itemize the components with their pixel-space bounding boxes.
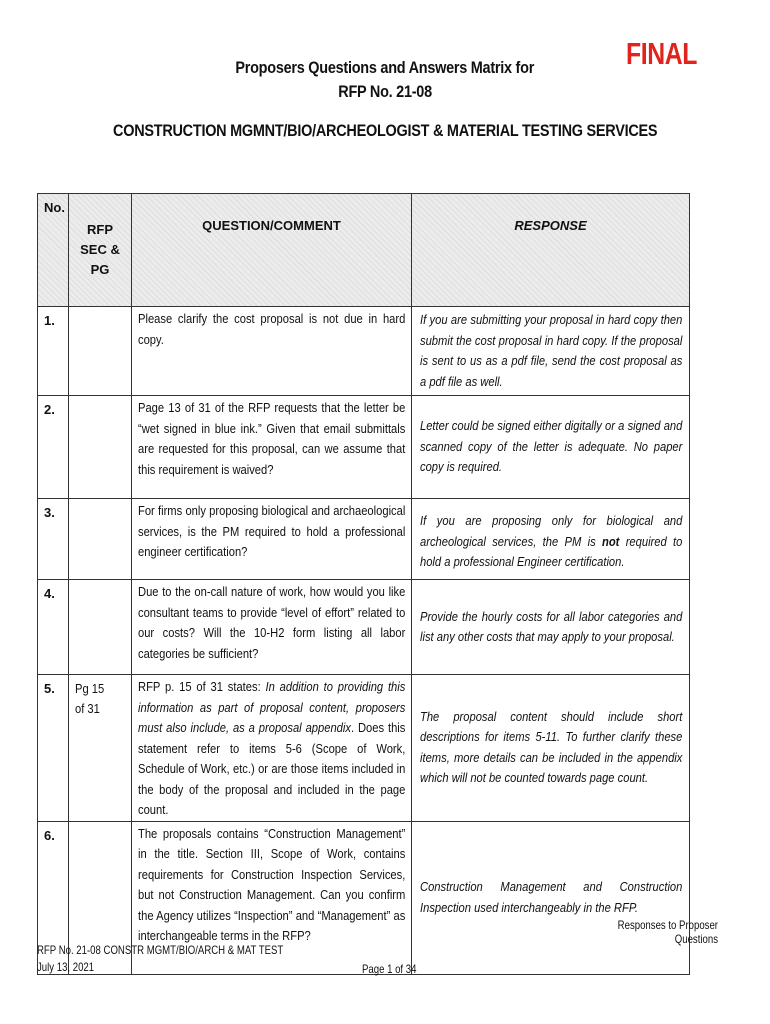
- page-subtitle: CONSTRUCTION MGMNT/BIO/ARCHEOLOGIST & MATERIAL TESTING SERVICES: [112, 121, 658, 140]
- row-response: [412, 499, 690, 580]
- row-number: 2.: [38, 396, 69, 499]
- response-text-post: required to hold a professional Engineer certification.: [420, 533, 683, 569]
- row-rfp-sec: [69, 499, 132, 580]
- row-number: 1.: [38, 307, 69, 396]
- row-question: Due to the on-call nature of work, how would you like consultant teams to provide “level of effort” related to our costs? Will the 10-H2 form listing all labor categories be sufficient?: [132, 580, 412, 675]
- row-number: 5.: [38, 675, 69, 822]
- table-row: [38, 396, 690, 499]
- question-text-quote: In addition to providing this information as part of proposal content, proposers must also include, as a proposal appendix: [138, 679, 406, 735]
- column-header-question: QUESTION/COMMENT: [132, 194, 412, 307]
- footer-right-label: Responses to Proposer Questions: [617, 918, 718, 946]
- row-question: Page 13 of 31 of the RFP requests that the letter be “wet signed in blue ink.” Given that email submittals are requested for this proposal, can we assume that this requirement is waived?: [132, 396, 412, 499]
- question-text-pre: RFP p. 15 of 31 states:: [138, 679, 266, 694]
- row-response: Provide the hourly costs for all labor categories and list any other costs that may apply to your proposal.: [412, 580, 690, 675]
- row-number: 4.: [38, 580, 69, 675]
- row-response: Construction Management and Construction Inspection used interchangeably in the RFP.: [412, 821, 690, 974]
- page-title-line1: Proposers Questions and Answers Matrix for: [235, 58, 535, 77]
- column-header-rfp-sec: [69, 194, 132, 307]
- page-title-line2: RFP No. 21-08: [338, 82, 432, 101]
- page-number: Page 1 of 34: [362, 962, 417, 976]
- question-text-post: . Does this statement refer to items 5-6 (Scope of Work, Schedule of Work, etc.) or are those items included in the body of the proposal and included in the page count.: [138, 720, 406, 817]
- row-rfp-sec: [69, 396, 132, 499]
- column-header-response: RESPONSE: [412, 194, 690, 307]
- row-number: 6.: [38, 821, 69, 974]
- table-row: [38, 499, 690, 580]
- row-response: Letter could be signed either digitally or a signed and scanned copy of the letter is adequate. No paper copy is required.: [412, 396, 690, 499]
- row-rfp-sec: Pg 15 of 31: [69, 675, 132, 822]
- table-row: [38, 675, 690, 822]
- footer-date: July 13, 2021: [37, 960, 95, 974]
- row-question: Please clarify the cost proposal is not due in hard copy.: [132, 307, 412, 396]
- row-rfp-sec: [69, 307, 132, 396]
- row-response: The proposal content should include short descriptions for items 5-11. To further clarify these items, more details can be included in the appendix which will not be counted towards page count.: [412, 675, 690, 822]
- response-text-emphasis: not: [601, 533, 620, 549]
- column-header-rfp-sec-label: RFP SEC & PG: [80, 222, 120, 277]
- table-header-row: [38, 194, 690, 307]
- row-rfp-sec: [69, 580, 132, 675]
- footer-left: [37, 942, 283, 976]
- row-question: For firms only proposing biological and archaeological services, is the PM required to hold a professional engineer certification?: [132, 499, 412, 580]
- qa-matrix-table: [37, 193, 690, 975]
- row-question: [132, 675, 412, 822]
- row-number: 3.: [38, 499, 69, 580]
- response-text-pre: If you are proposing only for biological and archeological services, the PM is: [420, 513, 683, 549]
- table-row: [38, 307, 690, 396]
- row-question: The proposals contains “Construction Management” in the title. Section III, Scope of Work, contains requirements for Construction Inspection Services, but not Construction Management. Can you confirm the Agency utilizes “Inspection” and “Management” as interchangeable terms in the RFP?: [132, 821, 412, 974]
- table-row: [38, 580, 690, 675]
- footer-document-ref: RFP No. 21-08 CONSTR MGMT/BIO/ARCH & MAT TEST: [37, 943, 284, 957]
- column-header-no: No.: [38, 194, 69, 307]
- row-response: If you are submitting your proposal in hard copy then submit the cost proposal in hard copy. If the proposal is sent to us as a pdf file, send the cost proposal as a pdf file as well.: [412, 307, 690, 396]
- final-stamp: FINAL: [626, 36, 698, 71]
